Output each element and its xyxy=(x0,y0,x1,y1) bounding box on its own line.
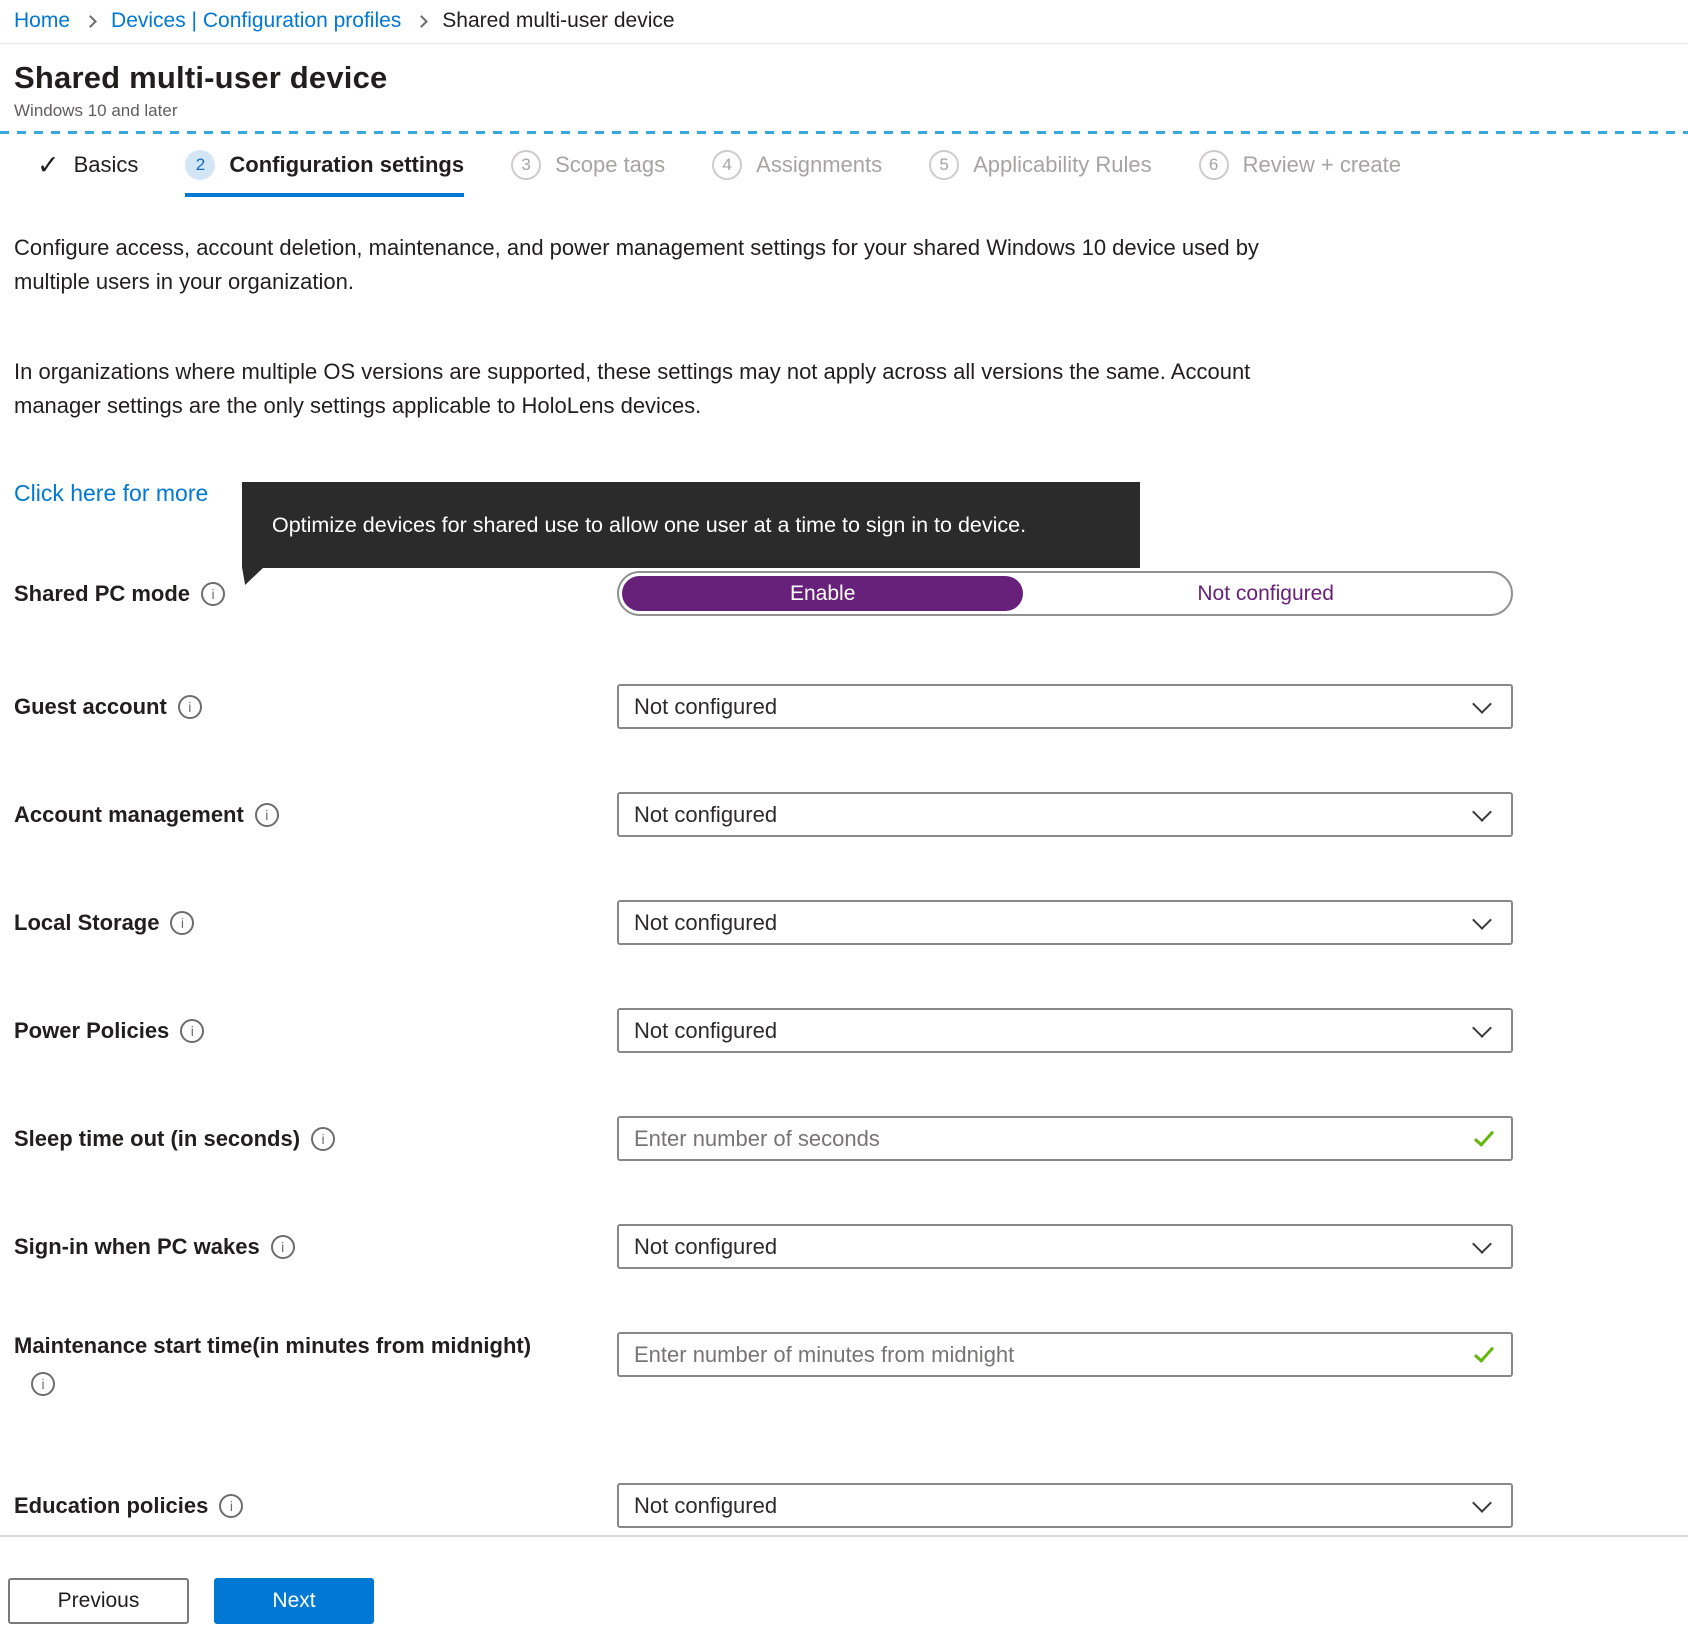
form-row-account-management xyxy=(14,792,1674,837)
tab-configuration-settings-label: Configuration settings xyxy=(229,152,465,177)
footer-actions xyxy=(0,1578,1688,1624)
intro-paragraph-1: Configure access, account deletion, maintenance, and power management settings for your shared Windows 10 device used by multiple users in your organization. xyxy=(14,235,1259,294)
wizard-steps xyxy=(0,134,1688,198)
local-storage-dropdown[interactable] xyxy=(617,900,1513,945)
power-policies-label: Power Policies xyxy=(14,1017,170,1043)
dropdown-selected-value: Not configured xyxy=(634,909,778,935)
form-row-education-policies xyxy=(14,1483,1674,1528)
account-management-label: Account management xyxy=(14,801,244,827)
step-number-badge: 3 xyxy=(511,150,541,180)
sleep-timeout-label: Sleep time out (in seconds) xyxy=(14,1125,301,1151)
step-number-badge: 2 xyxy=(185,150,215,180)
education-policies-label: Education policies xyxy=(14,1492,209,1518)
tab-configuration-settings[interactable] xyxy=(185,150,464,180)
account-management-dropdown[interactable] xyxy=(617,792,1513,837)
configuration-form xyxy=(0,571,1688,1528)
step-number-badge: 5 xyxy=(929,150,959,180)
shared-pc-mode-label: Shared PC mode xyxy=(14,580,191,606)
signin-when-pc-wakes-dropdown[interactable] xyxy=(617,1224,1513,1269)
tab-applicability-rules[interactable] xyxy=(929,150,1152,180)
tab-review-create-label: Review + create xyxy=(1242,152,1401,177)
tab-assignments[interactable] xyxy=(712,150,882,180)
tab-scope-tags[interactable] xyxy=(511,150,665,180)
chevron-right-icon xyxy=(84,15,97,28)
tooltip-text: Optimize devices for shared use to allow one user at a time to sign in to device. xyxy=(272,512,1027,537)
tab-applicability-rules-label: Applicability Rules xyxy=(973,152,1152,177)
local-storage-label: Local Storage xyxy=(14,909,160,935)
form-row-sleep-timeout xyxy=(14,1116,1674,1161)
tab-basics[interactable] xyxy=(37,149,139,180)
sleep-timeout-input[interactable] xyxy=(617,1116,1513,1161)
signin-when-pc-wakes-label: Sign-in when PC wakes xyxy=(14,1233,260,1259)
intro-section xyxy=(0,231,1688,507)
info-icon[interactable]: i xyxy=(180,1019,204,1043)
info-icon[interactable]: i xyxy=(201,582,225,606)
chevron-right-icon xyxy=(415,15,428,28)
page-subtitle: Windows 10 and later xyxy=(14,101,178,120)
form-row-signin-when-pc-wakes xyxy=(14,1224,1674,1269)
power-policies-dropdown[interactable] xyxy=(617,1008,1513,1053)
shared-pc-mode-not-configured-option[interactable]: Not configured xyxy=(1197,581,1334,605)
form-row-power-policies xyxy=(14,1008,1674,1053)
dropdown-selected-value: Not configured xyxy=(634,693,778,719)
info-icon[interactable]: i xyxy=(271,1235,295,1259)
maintenance-start-time-input[interactable] xyxy=(617,1332,1513,1377)
shared-pc-mode-tooltip xyxy=(242,482,1140,568)
step-number-badge: 6 xyxy=(1199,150,1229,180)
breadcrumb xyxy=(0,0,1688,44)
breadcrumb-current-page: Shared multi-user device xyxy=(442,9,675,32)
tab-assignments-label: Assignments xyxy=(756,152,883,177)
info-icon[interactable]: i xyxy=(178,695,202,719)
tab-scope-tags-label: Scope tags xyxy=(555,152,666,177)
tab-basics-label: Basics xyxy=(73,152,139,177)
maintenance-start-time-label: Maintenance start time(in minutes from midnight) xyxy=(14,1333,532,1358)
intro-paragraph-2: In organizations where multiple OS versions are supported, these settings may not apply across all versions the same. Account manager settings are the only settings applicable to HoloLens devices. xyxy=(14,359,1251,418)
dropdown-selected-value: Not configured xyxy=(634,1233,778,1259)
shared-pc-mode-enable-option[interactable]: Enable xyxy=(622,576,1023,611)
education-policies-dropdown[interactable] xyxy=(617,1483,1513,1528)
info-icon[interactable]: i xyxy=(219,1494,243,1518)
info-icon[interactable]: i xyxy=(31,1372,55,1396)
dropdown-selected-value: Not configured xyxy=(634,1492,778,1518)
dropdown-selected-value: Not configured xyxy=(634,801,778,827)
page-title: Shared multi-user device xyxy=(14,60,388,95)
info-icon[interactable]: i xyxy=(170,911,194,935)
breadcrumb-config-profiles-link[interactable]: Devices | Configuration profiles xyxy=(111,9,402,32)
form-row-guest-account xyxy=(14,684,1674,729)
shared-pc-mode-toggle xyxy=(617,571,1513,616)
form-row-local-storage xyxy=(14,900,1674,945)
breadcrumb-home-link[interactable]: Home xyxy=(14,9,71,32)
previous-button[interactable]: Previous xyxy=(8,1578,189,1624)
dropdown-selected-value: Not configured xyxy=(634,1017,778,1043)
info-icon[interactable]: i xyxy=(311,1127,335,1151)
guest-account-dropdown[interactable] xyxy=(617,684,1513,729)
guest-account-label: Guest account xyxy=(14,693,167,719)
footer-divider xyxy=(0,1535,1688,1537)
form-row-maintenance-start-time xyxy=(14,1332,1674,1396)
next-button[interactable]: Next xyxy=(214,1578,374,1624)
checkmark-icon: ✓ xyxy=(37,149,60,180)
form-row-shared-pc-mode xyxy=(14,571,1674,616)
more-info-link[interactable]: Click here for more xyxy=(14,480,209,506)
step-number-badge: 4 xyxy=(712,150,742,180)
tab-review-create[interactable] xyxy=(1199,150,1401,180)
page-header xyxy=(0,44,1688,131)
info-icon[interactable]: i xyxy=(255,803,279,827)
